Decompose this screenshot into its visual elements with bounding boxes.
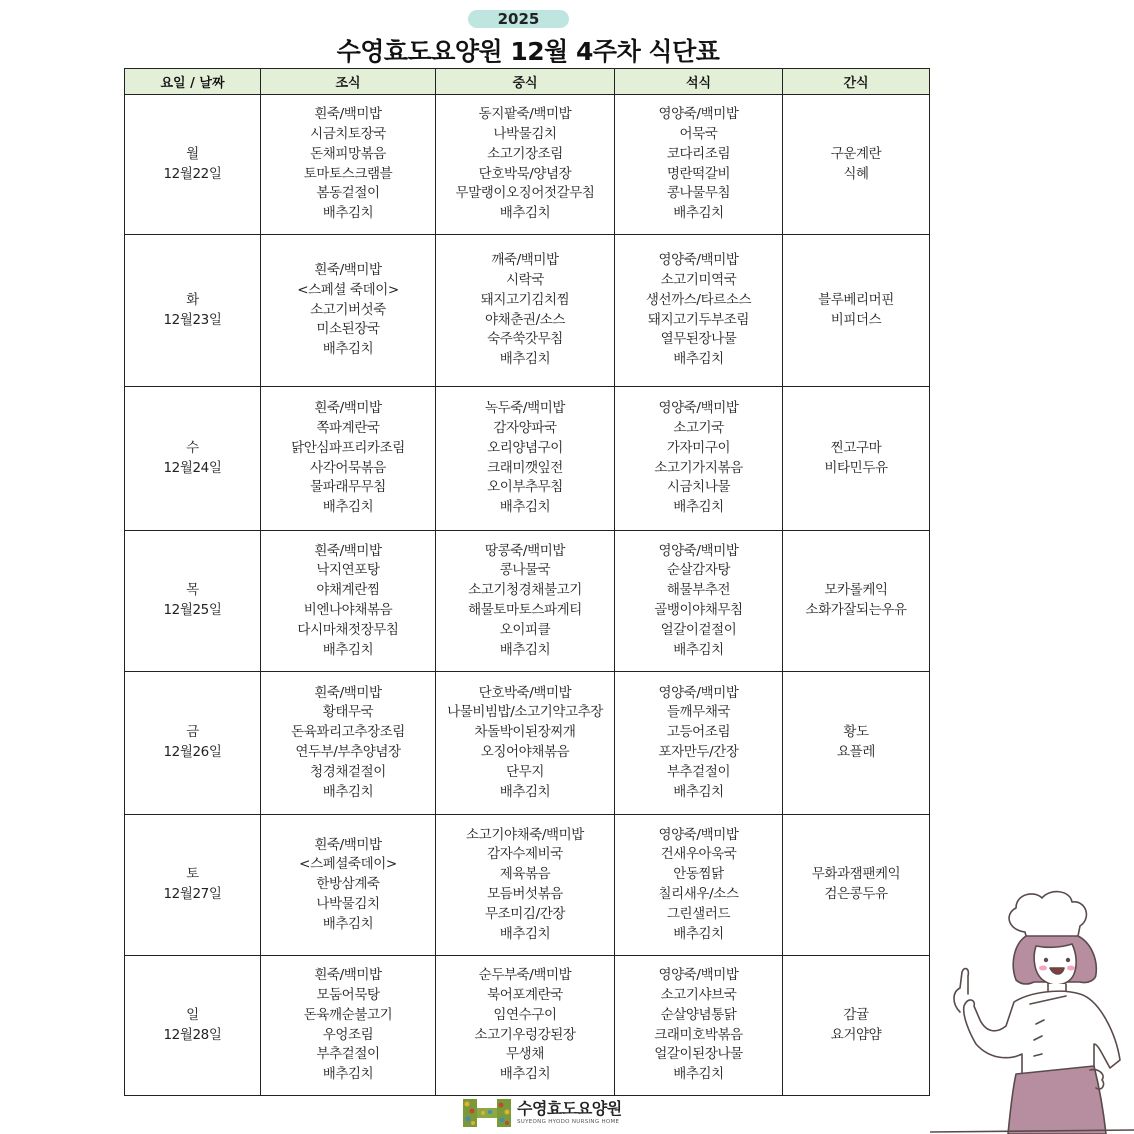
menu-item: 배추김치 [499, 1066, 551, 1083]
snack-cell [783, 95, 930, 235]
menu-item: 크래미깻잎전 [487, 459, 563, 476]
menu-item: 배추김치 [499, 783, 551, 800]
weekday-label: 화 [186, 291, 199, 308]
weekday-label: 수 [186, 439, 199, 456]
menu-item: 들깨무채국 [666, 704, 731, 721]
footer-logo [463, 1099, 622, 1127]
menu-item: 돈채피망볶음 [310, 145, 386, 162]
menu-item: 나물비빔밥/소고기약고추장 [447, 704, 603, 721]
menu-item: 소고기미역국 [660, 271, 737, 288]
weekday-label: 목 [186, 582, 199, 599]
menu-item: 안동찜닭 [673, 866, 724, 883]
snack-cell [783, 235, 930, 387]
day-cell [125, 531, 261, 672]
menu-item: 모카롤케익 [824, 582, 888, 599]
menu-item: 오징어야채볶음 [480, 744, 570, 760]
menu-item: 배추김치 [673, 925, 724, 942]
menu-item: 배추김치 [673, 1066, 724, 1083]
menu-item: 영양죽/백미밥 [658, 967, 739, 984]
menu-item: 영양죽/백미밥 [658, 252, 739, 269]
snack-cell [783, 387, 930, 531]
menu-item: 배추김치 [322, 641, 374, 658]
weekday-label: 금 [186, 724, 199, 741]
menu-item: 다시마채젓장무침 [297, 621, 399, 638]
logo-name: 수영효도요양원 [517, 1099, 622, 1118]
breakfast-cell [261, 387, 436, 531]
menu-item: 콩나물무침 [666, 185, 731, 202]
table-row [125, 235, 930, 387]
menu-item: 부추겉절이 [316, 1046, 380, 1063]
menu-item: 순두부죽/백미밥 [478, 967, 572, 984]
menu-item: 크래미호박볶음 [654, 1026, 743, 1043]
day-cell [125, 815, 261, 956]
menu-item: 나박물김치 [493, 125, 557, 142]
lunch-cell [436, 815, 615, 956]
column-header-dinner: 석식 [615, 69, 783, 95]
menu-item: 영양죽/백미밥 [658, 542, 739, 559]
menu-item: 녹두죽/백미밥 [485, 400, 565, 417]
menu-item: 무화과잼팬케익 [811, 866, 901, 883]
menu-item: 감자양파국 [493, 419, 557, 436]
table-row [125, 95, 930, 235]
menu-item: 오리양념구이 [487, 439, 563, 456]
menu-item: 제육볶음 [499, 866, 551, 883]
menu-item: 소고기청경채불고기 [468, 582, 582, 599]
menu-item: 찐고구마 [830, 439, 882, 456]
dinner-cell [615, 815, 783, 956]
menu-item: 그린샐러드 [666, 905, 731, 922]
menu-item: 영양죽/백미밥 [658, 684, 739, 701]
menu-item: 흰죽/백미밥 [314, 542, 382, 559]
menu-item: 숙주쑥갓무침 [487, 331, 563, 348]
day-cell [125, 387, 261, 531]
table-row [125, 531, 930, 672]
menu-item: 비피더스 [830, 311, 882, 328]
year-badge: 2025 [468, 10, 569, 28]
menu-item: 봄동겉절이 [316, 185, 380, 202]
menu-item: <스페셜 죽데이> [297, 281, 399, 298]
dinner-cell [615, 672, 783, 815]
menu-item: 배추김치 [499, 925, 551, 942]
meal-plan-table [124, 68, 930, 1096]
menu-item: 고등어조림 [666, 724, 731, 741]
menu-item: 오이부추무침 [487, 479, 563, 496]
breakfast-cell [261, 815, 436, 956]
menu-item: 순살감자탕 [666, 562, 731, 579]
menu-item: 흰죽/백미밥 [314, 400, 382, 417]
menu-item: 얼갈이된장나물 [654, 1046, 743, 1063]
breakfast-cell [261, 672, 436, 815]
menu-item: 북어포계란국 [487, 986, 563, 1003]
date-label: 12월25일 [163, 602, 222, 618]
menu-item: 배추김치 [322, 499, 374, 516]
menu-item: 깨죽/백미밥 [491, 252, 559, 269]
date-label: 12월27일 [163, 886, 222, 902]
dinner-cell [615, 531, 783, 672]
date-label: 12월24일 [163, 459, 222, 476]
menu-item: 코다리조림 [666, 145, 731, 162]
column-header-snack: 간식 [783, 69, 930, 95]
chef-illustration-icon [930, 884, 1134, 1134]
dinner-cell [615, 95, 783, 235]
menu-item: 미소된장국 [316, 321, 380, 338]
snack-cell [783, 815, 930, 956]
menu-item: 소고기가지볶음 [654, 459, 743, 476]
menu-item: 배추김치 [499, 499, 551, 516]
menu-item: 한방삼계죽 [316, 876, 380, 893]
menu-item: 모듬버섯볶음 [487, 886, 563, 902]
menu-item: 콩나물국 [499, 562, 551, 579]
menu-item: 단무지 [506, 763, 544, 780]
breakfast-cell [261, 95, 436, 235]
menu-item: 황태무국 [322, 704, 374, 721]
menu-item: 동지팥죽/백미밥 [478, 106, 572, 123]
menu-item: 야채계란찜 [316, 582, 380, 599]
menu-item: 연두부/부추양념장 [295, 744, 401, 760]
menu-item: 포자만두/간장 [658, 744, 739, 760]
menu-item: 흰죽/백미밥 [314, 836, 382, 853]
menu-item: 비엔나야채볶음 [303, 602, 393, 618]
lunch-cell [436, 672, 615, 815]
menu-item: <스페셜죽데이> [299, 856, 397, 873]
menu-item: 소고기국 [673, 419, 724, 436]
menu-item: 칠리새우/소스 [658, 886, 739, 902]
menu-item: 가자미구이 [666, 439, 731, 456]
menu-item: 임연수구이 [493, 1006, 557, 1023]
menu-item: 감귤 [843, 1006, 869, 1023]
snack-cell [783, 956, 930, 1096]
menu-item: 우엉조림 [322, 1026, 374, 1043]
table-row [125, 672, 930, 815]
menu-item: 돼지고기두부조림 [647, 311, 750, 328]
column-header-breakfast: 조식 [261, 69, 436, 95]
menu-item: 배추김치 [499, 641, 551, 658]
menu-item: 땅콩죽/백미밥 [485, 542, 565, 559]
menu-item: 나박물김치 [316, 895, 380, 912]
breakfast-cell [261, 956, 436, 1096]
dinner-cell [615, 956, 783, 1096]
menu-item: 식혜 [843, 165, 869, 182]
date-label: 12월22일 [163, 165, 222, 182]
menu-item: 돈육깨순불고기 [303, 1006, 393, 1023]
date-label: 12월26일 [163, 744, 222, 760]
logo-subtitle: SUYEONG HYODO NURSING HOME [517, 1119, 620, 1125]
menu-item: 흰죽/백미밥 [314, 684, 382, 701]
table-row [125, 956, 930, 1096]
menu-item: 배추김치 [673, 641, 724, 658]
menu-item: 배추김치 [322, 205, 374, 222]
weekday-label: 월 [186, 145, 199, 162]
menu-item: 영양죽/백미밥 [658, 826, 739, 843]
menu-item: 황도 [843, 724, 869, 741]
lunch-cell [436, 235, 615, 387]
menu-item: 오이피클 [499, 621, 551, 638]
menu-item: 물파래무무침 [310, 479, 386, 496]
menu-item: 무조미김/간장 [485, 905, 565, 922]
menu-item: 시금치토장국 [310, 125, 386, 142]
menu-item: 닭안심파프리카조림 [291, 439, 405, 456]
menu-item: 해물토마토스파게티 [468, 602, 582, 618]
menu-item: 생선까스/타르소스 [645, 291, 752, 308]
weekday-label: 토 [186, 866, 199, 883]
day-cell [125, 672, 261, 815]
snack-cell [783, 531, 930, 672]
menu-item: 배추김치 [499, 351, 551, 368]
menu-item: 돼지고기김치찜 [480, 291, 570, 308]
lunch-cell [436, 956, 615, 1096]
weekday-label: 일 [186, 1006, 199, 1023]
menu-item: 차돌박이된장찌개 [474, 724, 576, 741]
menu-item: 요거얌얌 [830, 1026, 882, 1043]
logo-mark-icon [463, 1099, 511, 1127]
table-header-row [125, 69, 930, 95]
lunch-cell [436, 95, 615, 235]
menu-item: 소고기야채죽/백미밥 [466, 826, 584, 843]
table-row [125, 815, 930, 956]
menu-item: 청경채겉절이 [310, 763, 386, 780]
column-header-day: 요일 / 날짜 [125, 69, 261, 95]
menu-item: 단호박묵/양념장 [478, 165, 572, 182]
breakfast-cell [261, 531, 436, 672]
dinner-cell [615, 235, 783, 387]
breakfast-cell [261, 235, 436, 387]
menu-item: 흰죽/백미밥 [314, 262, 382, 278]
menu-item: 영양죽/백미밥 [658, 400, 739, 417]
menu-item: 흰죽/백미밥 [314, 967, 382, 984]
menu-item: 배추김치 [673, 499, 724, 516]
menu-item: 야채춘권/소스 [485, 311, 565, 328]
menu-item: 요플레 [837, 744, 875, 760]
menu-item: 무생채 [506, 1046, 544, 1063]
menu-item: 단호박죽/백미밥 [478, 684, 572, 701]
menu-item: 소화가잘되는우유 [805, 602, 907, 618]
snack-cell [783, 672, 930, 815]
menu-item: 소고기우렁강된장 [474, 1026, 576, 1043]
menu-item: 영양죽/백미밥 [658, 106, 739, 123]
menu-item: 흰죽/백미밥 [314, 106, 382, 123]
menu-item: 배추김치 [322, 783, 374, 800]
menu-item: 배추김치 [322, 915, 374, 932]
menu-item: 쪽파계란국 [316, 419, 380, 436]
menu-item: 소고기버섯죽 [310, 301, 386, 318]
day-cell [125, 956, 261, 1096]
menu-item: 건새우아욱국 [660, 846, 737, 863]
menu-item: 배추김치 [322, 341, 374, 358]
menu-item: 어묵국 [679, 125, 718, 142]
menu-item: 비타민두유 [824, 459, 888, 476]
menu-item: 배추김치 [499, 205, 551, 222]
menu-item: 명란떡갈비 [666, 165, 731, 182]
lunch-cell [436, 531, 615, 672]
menu-item: 골뱅이야채무침 [654, 602, 743, 618]
menu-item: 소고기장조림 [487, 145, 563, 162]
menu-item: 배추김치 [673, 205, 724, 222]
day-cell [125, 235, 261, 387]
menu-item: 배추김치 [673, 783, 724, 800]
date-label: 12월28일 [163, 1026, 222, 1043]
page-title: 수영효도요양원 12월 4주차 식단표 [336, 37, 720, 66]
menu-item: 무말랭이오징어젓갈무침 [455, 185, 595, 202]
menu-item: 사각어묵볶음 [310, 459, 386, 476]
menu-item: 낙지연포탕 [316, 562, 380, 579]
lunch-cell [436, 387, 615, 531]
menu-item: 시락국 [506, 271, 544, 288]
menu-item: 해물부추전 [666, 582, 731, 599]
menu-item: 배추김치 [322, 1066, 374, 1083]
menu-item: 얼갈이겉절이 [660, 621, 737, 638]
date-label: 12월23일 [163, 311, 222, 328]
menu-item: 돈육꽈리고추장조림 [291, 724, 405, 741]
menu-item: 소고기샤브국 [660, 986, 737, 1003]
menu-item: 구운계란 [830, 145, 882, 162]
menu-item: 열무된장나물 [660, 331, 737, 348]
column-header-lunch: 중식 [436, 69, 615, 95]
menu-item: 감자수제비국 [487, 846, 563, 863]
menu-item: 부추겉절이 [666, 763, 731, 780]
menu-item: 모둠어묵탕 [316, 986, 380, 1003]
menu-item: 순살양념통닭 [660, 1006, 737, 1023]
menu-item: 배추김치 [673, 351, 724, 368]
table-row [125, 387, 930, 531]
menu-item: 시금치나물 [666, 479, 731, 496]
day-cell [125, 95, 261, 235]
menu-item: 토마토스크램블 [303, 165, 393, 182]
menu-item: 검은콩두유 [824, 886, 888, 902]
menu-item: 블루베리머핀 [818, 291, 894, 308]
dinner-cell [615, 387, 783, 531]
